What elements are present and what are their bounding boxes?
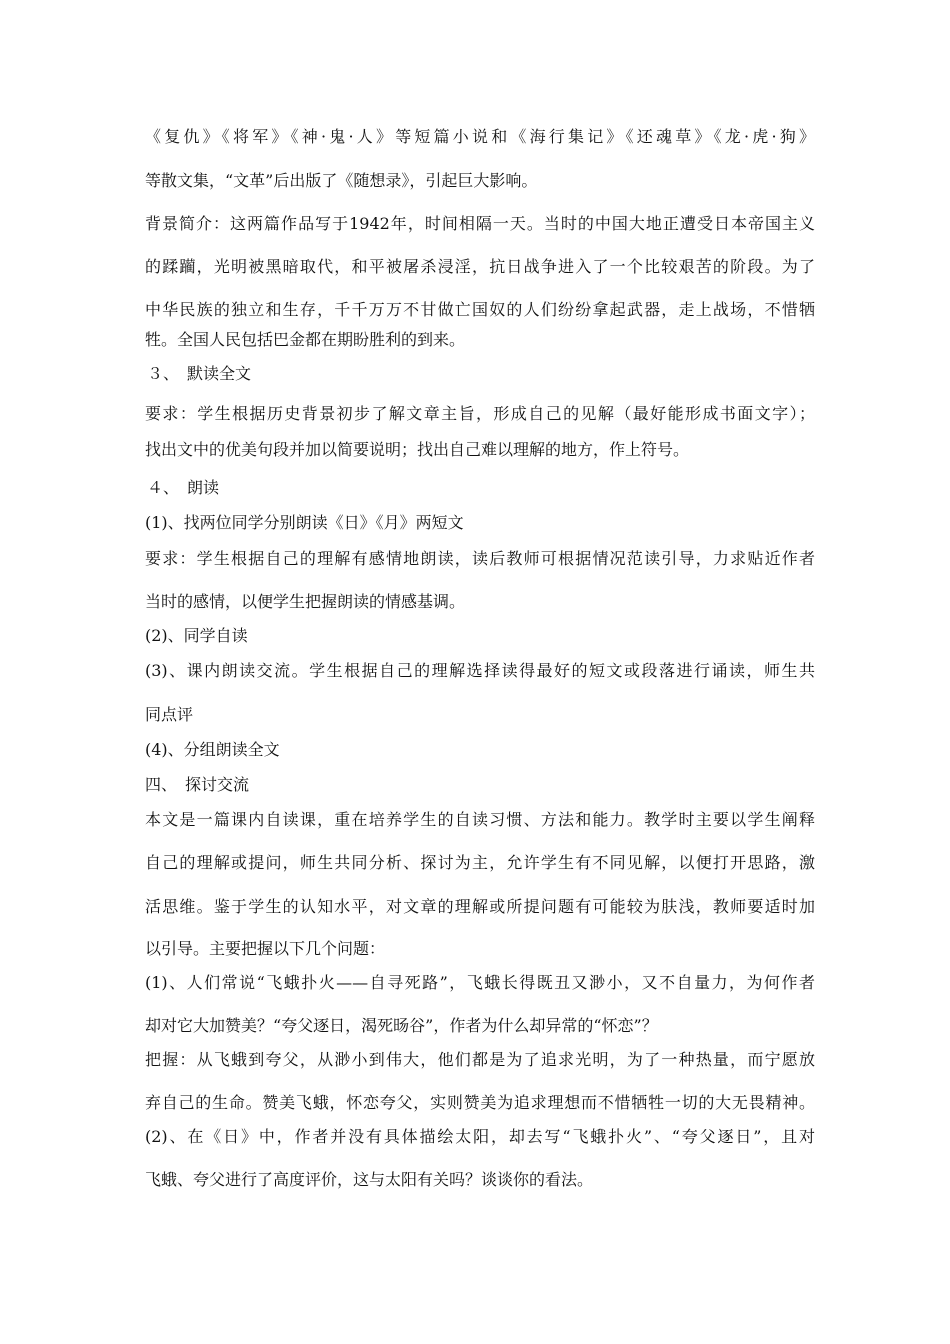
- text-line-24: 却对它大加赞美？“夸父逐日，渴死旸谷”，作者为什么却异常的“怀恋”？: [145, 1016, 658, 1035]
- text-line-15: (3)、课内朗读交流。学生根据自己的理解选择读得最好的短文或段落进行诵读，师生共: [145, 661, 815, 680]
- text-line-25: 把握：从飞蛾到夸父，从渺小到伟大，他们都是为了追求光明，为了一种热量，而宁愿放: [145, 1050, 815, 1069]
- text-line-27: (2)、在《日》中，作者并没有具体描绘太阳，却去写“飞蛾扑火”、“夸父逐日”，且对: [145, 1127, 815, 1146]
- text-line-9: 找出文中的优美句段并加以简要说明；找出自己难以理解的地方，作上符号。: [145, 440, 690, 459]
- text-line-1: 《复仇》《将军》《神·鬼·人》等短篇小说和《海行集记》《还魂草》《龙·虎·狗》: [145, 127, 815, 146]
- section-heading-4-discuss: 四、 探讨交流: [145, 775, 250, 794]
- text-line-2: 等散文集，“文革”后出版了《随想录》，引起巨大影响。: [145, 171, 538, 190]
- text-line-8: 要求：学生根据历史背景初步了解文章主旨，形成自己的见解（最好能形成书面文字）；: [145, 404, 815, 423]
- text-line-4: 的蹂躏，光明被黑暗取代，和平被屠杀浸淫，抗日战争进入了一个比较艰苦的阶段。为了: [145, 257, 815, 276]
- text-line-11: (1)、找两位同学分别朗读《日》《月》两短文: [145, 513, 464, 532]
- text-line-19: 本文是一篇课内自读课，重在培养学生的自读习惯、方法和能力。教学时主要以学生阐释: [145, 810, 815, 829]
- text-line-13: 当时的感情，以便学生把握朗读的情感基调。: [145, 592, 466, 611]
- text-line-26: 弃自己的生命。赞美飞蛾，怀恋夸父，实则赞美为追求理想而不惜牺牲一切的大无畏精神。: [145, 1093, 815, 1112]
- text-line-17: (4)、分组朗读全文: [145, 740, 280, 759]
- text-line-23: (1)、人们常说“飞蛾扑火——自寻死路”，飞蛾长得既丑又渺小，又不自量力，为何作者: [145, 973, 815, 992]
- section-heading-4: ４、 朗读: [147, 478, 220, 497]
- text-line-5: 中华民族的独立和生存，千千万万不甘做亡国奴的人们纷纷拿起武器，走上战场，不惜牺: [145, 300, 815, 319]
- text-line-12: 要求：学生根据自己的理解有感情地朗读，读后教师可根据情况范读引导，力求贴近作者: [145, 549, 815, 568]
- text-line-28: 飞蛾、夸父进行了高度评价，这与太阳有关吗？谈谈你的看法。: [145, 1170, 594, 1189]
- text-line-21: 活思维。鉴于学生的认知水平，对文章的理解或所提问题有可能较为肤浅，教师要适时加: [145, 897, 815, 916]
- text-line-3: 背景简介：这两篇作品写于1942年，时间相隔一天。当时的中国大地正遭受日本帝国主义: [145, 214, 815, 233]
- text-line-22: 以引导。主要把握以下几个问题：: [145, 939, 386, 958]
- text-line-16: 同点评: [145, 705, 194, 724]
- text-line-20: 自己的理解或提问，师生共同分析、探讨为主，允许学生有不同见解，以便打开思路，激: [145, 853, 815, 872]
- text-line-6: 牲。全国人民包括巴金都在期盼胜利的到来。: [145, 330, 466, 349]
- section-heading-3: ３、 默读全文: [147, 364, 252, 383]
- text-line-14: (2)、同学自读: [145, 626, 248, 645]
